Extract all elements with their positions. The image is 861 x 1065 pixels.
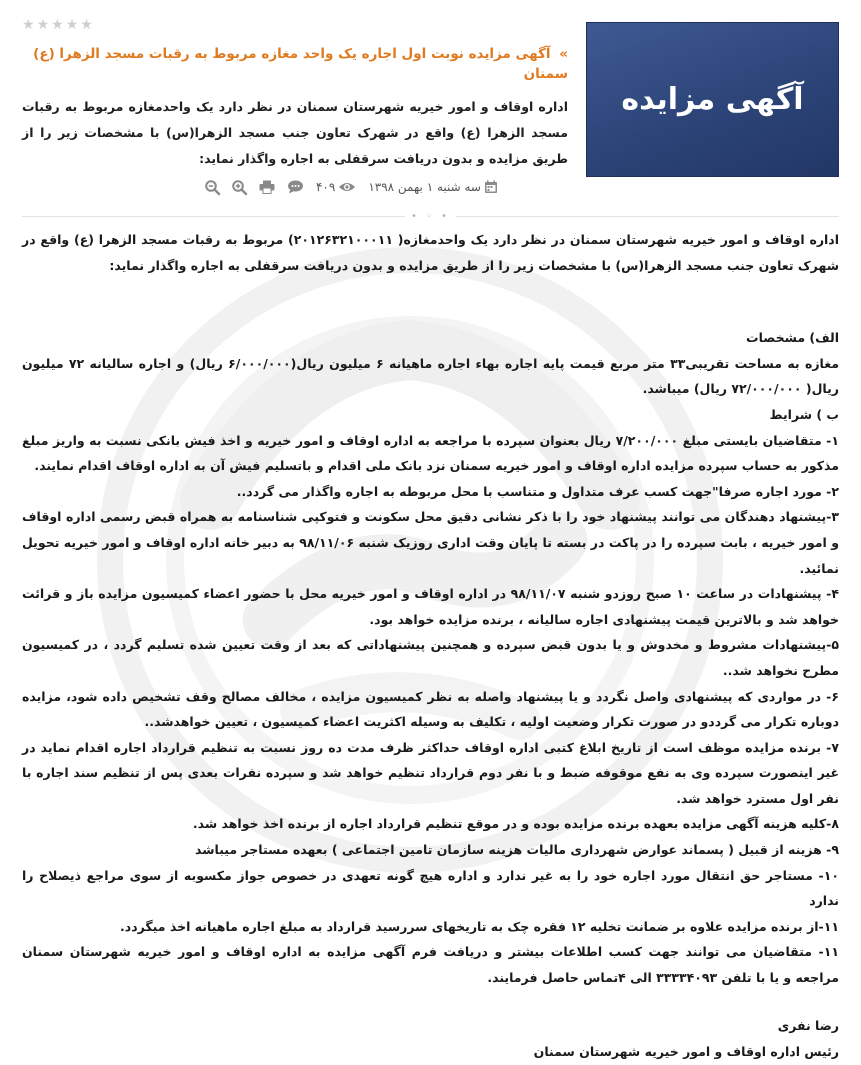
condition-item: ۳-پیشنهاد دهندگان می توانند پیشنهاد خود را با ذکر نشانی دقیق محل سکونت و فتوکپی شناسنامه به همراه قبض رسمی اداره اوقاف و امور خیریه ، بابت سپرده را در پاکت در بسته تا پایان وقت اداری روزیک شنبه ۹۸/۱۱/۰۶ به دبیر خانه اداره اوقاف و امور خیریه تحویل نمائید. [22, 509, 839, 576]
condition-item: ۱۱-از برنده مزایده علاوه بر ضمانت تخلیه ۱۲ فقره چک به تاریخهای سررسید قرارداد به مبلغ اجاره ماهیانه اخذ میگردد. [120, 918, 839, 934]
article-header [22, 17, 839, 194]
signature-block [22, 1013, 839, 1065]
article-body [22, 227, 839, 1065]
section-divider [22, 209, 839, 223]
star-icon[interactable]: ★ [36, 17, 50, 33]
divider-line [456, 216, 839, 217]
divider-line [22, 216, 405, 217]
condition-item: ۱- متقاضیان بایستی مبلغ ۷/۲۰۰/۰۰۰ ریال بعنوان سپرده با مراجعه به اداره اوقاف و امور خیریه و اخذ فیش بانکی نسبت به واریز مبلغ مذکور به حساب سپرده مزایده اداره اوقاف و امور خیریه سمنان نزد بانک ملی اقدام و باتسلیم فیش آن به اداره اوقاف اقدام نمایند. [22, 432, 839, 474]
body-opening: اداره اوقاف و امور خیریه شهرستان سمنان در نظر دارد یک واحدمغازه( ۲۰۱۲۶۳۲۱۰۰۰۱۱) مربوط به رقبات مسجد الزهرا (ع) واقع در شهرک تعاون جنب مسجد الزهرا(س) با مشخصات زیر را از طریق مزایده و بدون دریافت سرقفلی به اجاره واگذار نماید: [22, 232, 840, 273]
view-count: ۴۰۹ [315, 180, 336, 194]
section-a-title: الف) مشخصات [746, 330, 839, 346]
article-title-row[interactable] [22, 44, 568, 84]
rating-stars[interactable] [22, 18, 93, 32]
condition-item: ۱۱- متقاضیان می توانند جهت کسب اطلاعات بیشتر و دریافت فرم آگهی مزایده به اداره اوقاف و امور خیریه شهرستان سمنان مراجعه و یا با تلفن ۳۳۳۳۴۰۹۳ الی ۴تماس حاصل فرمایند. [22, 944, 839, 986]
header-body [22, 17, 568, 194]
star-icon[interactable]: ★ [22, 17, 35, 33]
article-date: سه شنبه ۱ بهمن ۱۳۹۸ [368, 180, 481, 194]
star-icon[interactable]: ★ [51, 17, 64, 33]
comment-icon[interactable] [287, 180, 304, 194]
zoom-in-icon[interactable] [232, 180, 247, 195]
calendar-icon [484, 180, 498, 194]
zoom-out-icon[interactable] [205, 180, 220, 195]
date-item [368, 180, 498, 194]
star-icon[interactable]: ★ [65, 17, 79, 33]
article-intro: اداره اوقاف و امور خیریه شهرستان سمنان در نظر دارد یک واحدمغازه مربوط به رقبات مسجد الزهرا (ع) واقع در شهرک تعاون جنب مسجد الزهرا(س) با مشخصات زیر را از طریق مزایده و بدون دریافت سرقفلی به اجاره واگذار نماید: [22, 99, 568, 166]
star-icon[interactable]: ★ [80, 17, 93, 33]
condition-item: ۶- در مواردی که پیشنهادی واصل نگردد و یا پیشنهاد واصله به نظر کمیسیون مزایده ، مخالف مصالح وقف تشخیص داده شود، مزایده دوباره تکرار می گرددو در صورت تکرار وضعیت اولیه ، تکلیف به وسیله اکثریت اعضاء کمیسیون ، تعیین خواهدشد.. [22, 688, 839, 730]
article-title[interactable]: آگهی مزایده نوبت اول اجاره یک واحد مغازه مربوط به رقبات مسجد الزهرا (ع) سمنان [33, 46, 568, 82]
section-a-text: مغازه به مساحت تقریبی۳۳ متر مربع قیمت پایه اجاره بهاء اجاره ماهیانه ۶ میلیون ریال(۶/۰۰۰/۰۰۰ ریال) و اجاره سالیانه ۷۲ میلیون ریال( ۷۲/۰۰۰/۰۰۰ ریال) میباشد. [22, 355, 840, 397]
condition-item: ۷- برنده مزایده موظف است از تاریخ ابلاغ کتبی اداره اوقاف حداکثر ظرف مدت ده روز نسبت به تنظیم قرارداد اجاره اقدام نماید در غیر اینصورت سپرده وی به نفع موقوفه ضبط و با نفر دوم قرارداد تنظیم خواهد شد و سپرده نفرات بعدی پس از تنظیم سند اجاره با نفر اول مسترد خواهد شد. [22, 739, 839, 806]
print-icon[interactable] [259, 180, 275, 194]
banner-image[interactable] [586, 22, 839, 177]
condition-item: ۴- پیشنهادات در ساعت ۱۰ صبح روزدو شنبه ۹۸/۱۱/۰۷ در اداره اوقاف و امور خیریه محل با حضور اعضاء کمیسیون مزایده باز و قرائت خواهد شد و بالاترین قیمت پیشنهادی اجاره سالیانه ، برنده مزایده خواهد بود. [22, 586, 839, 627]
section-b-title: ب ) شرایط [769, 406, 839, 422]
signer-title: رئیس اداره اوقاف و امور خیریه شهرستان سمنان [533, 1043, 839, 1059]
signer-name: رضا نفری [777, 1017, 839, 1033]
title-arrow-icon: » [559, 46, 568, 62]
condition-item: ۸-کلیه هزینه آگهی مزایده بعهده برنده مزایده بوده و در موقع تنظیم قرارداد اجاره از برنده اخذ خواهد شد. [192, 816, 839, 832]
eye-icon [338, 181, 356, 193]
banner-title: آگهی مزایده [621, 82, 804, 117]
views-item [316, 180, 356, 194]
divider-dots: • ◦ • [410, 210, 451, 222]
condition-item: ۹- هزینه از قبیل ( پسماند عوارض شهرداری مالیات هزینه سازمان تامین اجتماعی ) بعهده مستاجر میباشد [195, 842, 839, 858]
condition-item: ۱۰- مستاجر حق انتقال مورد اجاره خود را به غیر ندارد و اداره هیچ گونه تعهدی در خصوص جواز مکسوبه از سوی مراجع ذیصلاح را ندارد [22, 867, 839, 909]
condition-item: ۲- مورد اجاره صرفا"جهت کسب عرف متداول و متناسب با محل مربوطه به اجاره واگذار می گردد.. [236, 483, 839, 499]
article-meta-toolbar [22, 176, 568, 198]
condition-item: ۵-پیشنهادات مشروط و مخدوش و یا بدون قبض سپرده و همچنین پیشنهاداتی که بعد از وقت تعیین شده تسلیم گردد ، در کمیسیون مطرح نخواهد شد.. [22, 637, 839, 678]
